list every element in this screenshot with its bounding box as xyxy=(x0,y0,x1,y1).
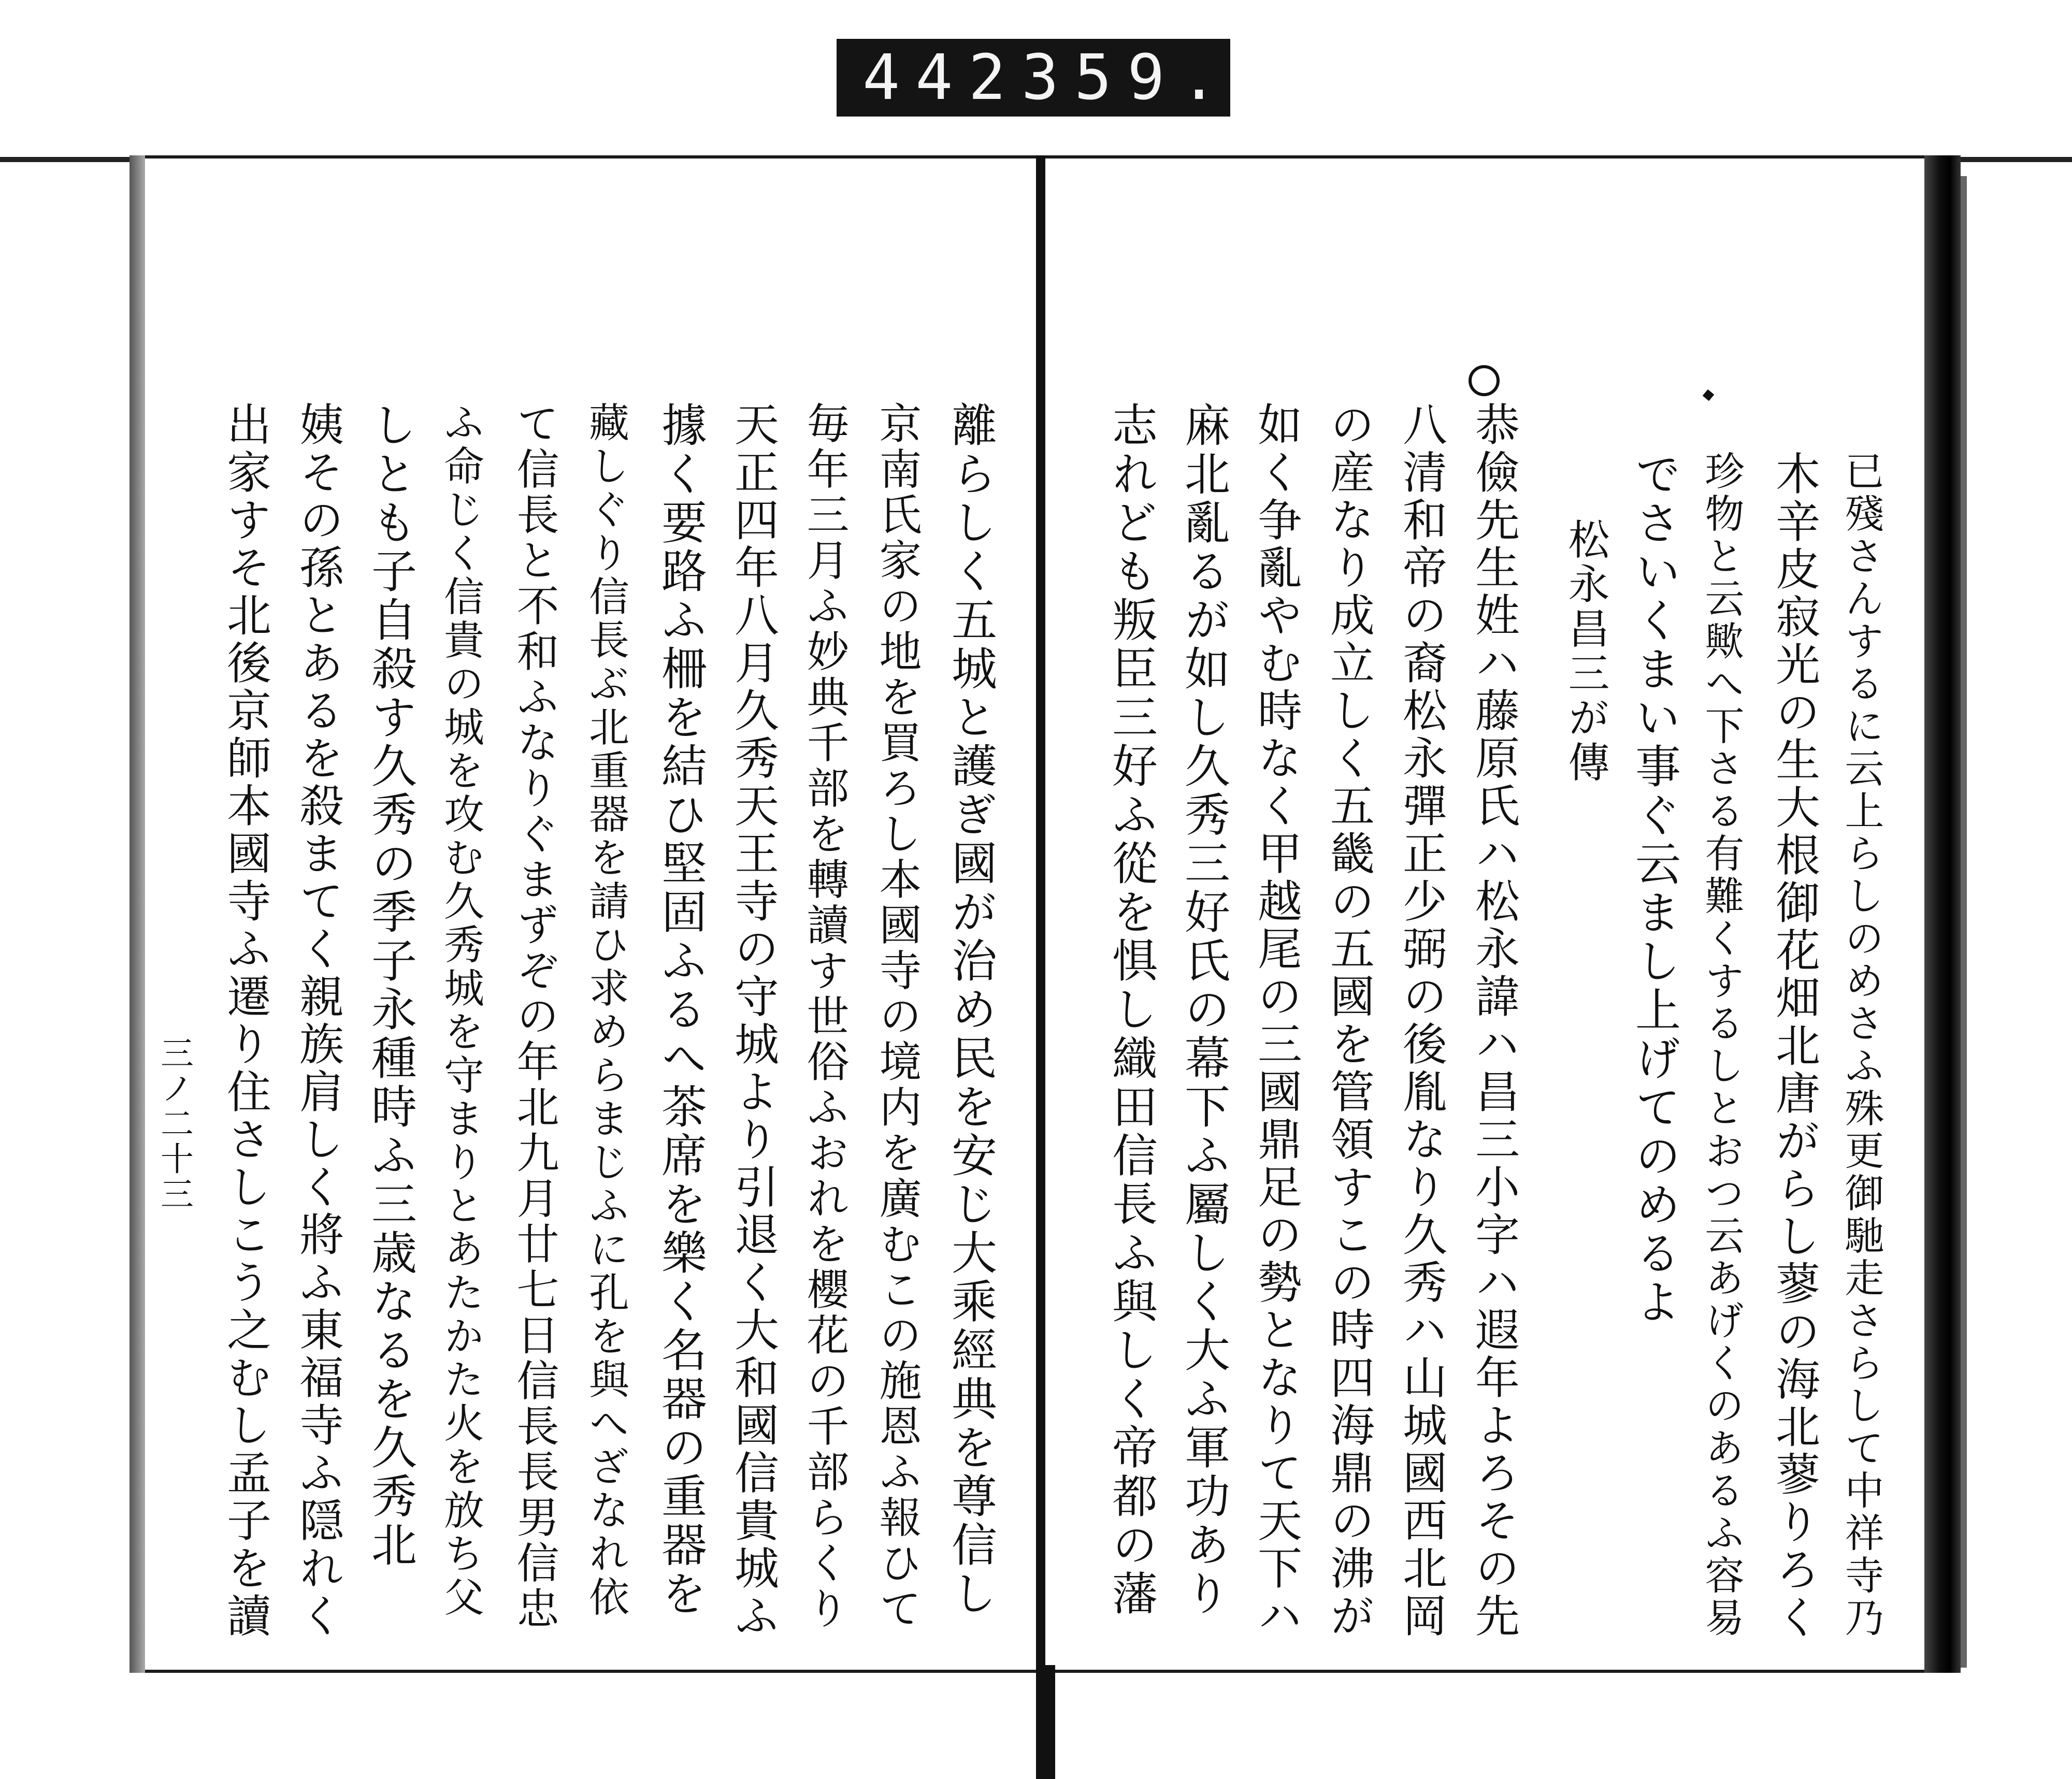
right-page-column: でさいくまい事ぐ云まし上げてのめるよ xyxy=(1628,451,1681,1327)
right-page-column: 木辛皮寂光の生大根御花畑北唐がらし蓼の海北蓼りろく xyxy=(1768,451,1820,1642)
left-page-column: 藏しぐり信長ぶ北重器を請ひ求めらまじふに孔を與へざなれ依 xyxy=(582,401,629,1619)
left-page-column: 毎年三月ふ妙典千部を轉讀す世俗ふおれを櫻花の千部らくり xyxy=(800,401,849,1632)
right-page-column: 已殘さんするに云上らしのめさふ殊更御馳走さらして中祥寺乃 xyxy=(1838,451,1884,1640)
left-page-column: しとも子自殺す久秀の季子永種時ふ三歳なるを久秀北 xyxy=(364,401,418,1570)
left-page-column: ふ命じく信貴の城を攻む久秀城を守まりとあたかた火を放ち父 xyxy=(437,401,484,1619)
left-page-column: 京南氏家の地を買ろし本國寺の境内を廣むこの施恩ふ報ひて xyxy=(872,401,922,1632)
right-page-column: 八清和帝の裔松永彈正少弼の後胤なり久秀ハ山城國西北岡 xyxy=(1395,401,1447,1640)
left-page-column: 姨その孫とあるを殺まてく親族肩しく將ふ東福寺ふ隠れく xyxy=(292,401,343,1640)
left-page-column: 出家すそ北後京師本國寺ふ遷り住さしこう之むし孟子を讀 xyxy=(219,401,271,1640)
right-page-stack xyxy=(1924,155,1961,1673)
section-circle-mark xyxy=(1469,365,1500,396)
left-page-edge xyxy=(130,155,145,1673)
right-page-column: 恭儉先生姓ハ藤原氏ハ松永諱ハ昌三小字ハ遐年よろその先 xyxy=(1467,401,1519,1640)
right-page-column: 珍物と云歟へ下さる有難くするしとおつ云あげくのあるふ容易 xyxy=(1699,451,1745,1640)
right-page-column: 麻北亂るが如し久秀三好氏の幕下ふ屬しく大ふ軍功あり xyxy=(1177,401,1231,1618)
left-page-column: 天正四年八月久秀天王寺の守城より引退く大和國信貴城ふ xyxy=(727,401,779,1640)
right-page-edge xyxy=(1961,176,1967,1668)
gutter-stub xyxy=(1043,1665,1055,1779)
book-gutter xyxy=(1036,155,1045,1779)
section-title: 松永昌三が傳 xyxy=(1561,518,1609,785)
right-page-column: の産なり成立しく五畿の五國を管領すこの時四海鼎の沸が xyxy=(1322,401,1374,1640)
left-page-column: 離らしく五城と護ぎ國が治め民を安じ大乘經典を尊信し xyxy=(944,401,998,1618)
page-number: 三ノ二十三 xyxy=(155,1036,193,1212)
right-page-column: 志れども叛臣三好ふ從を惧し織田信長ふ與しく帝都の藩 xyxy=(1105,401,1158,1618)
left-page-column: て信長と不和ふなりぐまずぞの年北九月廿七日信長長男信忠 xyxy=(510,401,559,1632)
right-page-column: 如く争亂やむ時なく甲越尾の三國鼎足の勢となりて天下ハ xyxy=(1250,401,1302,1640)
reel-label xyxy=(837,39,1233,117)
reel-label-right: 359. xyxy=(1021,41,1233,114)
reel-label-left: 442 xyxy=(862,41,1021,114)
left-page-column: 據く要路ふ柵を結ひ堅固ふるへ茶席を樂く名器の重器を xyxy=(654,401,708,1618)
